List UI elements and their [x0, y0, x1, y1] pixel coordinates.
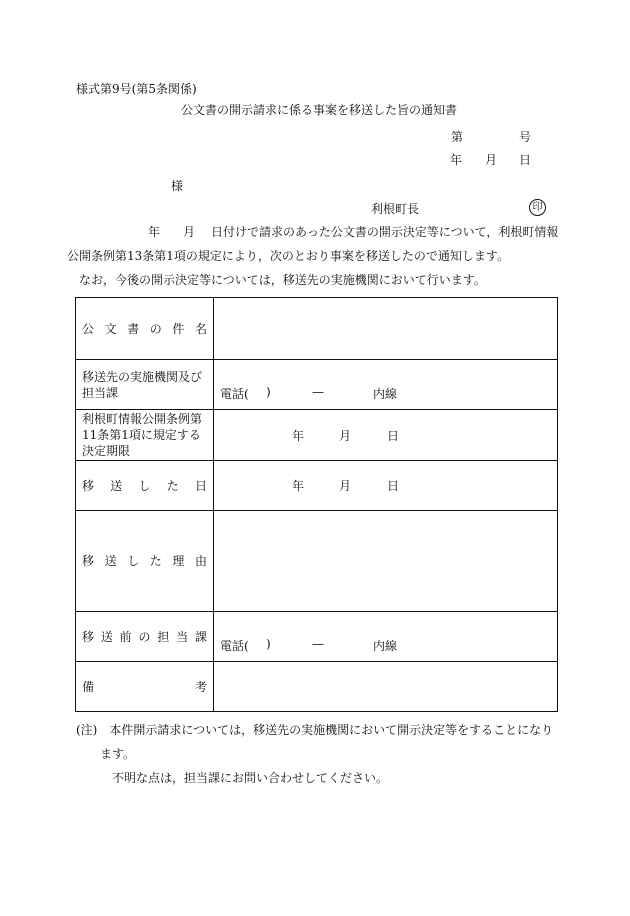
- destination-agency-field[interactable]: [214, 360, 558, 410]
- number-suffix: 号: [519, 130, 532, 144]
- addressee-honorific: 様: [171, 179, 184, 193]
- label-char: の: [138, 629, 151, 644]
- label-char: 理: [172, 554, 185, 568]
- transfer-day: 日: [387, 479, 400, 493]
- label-char: 文: [104, 321, 117, 336]
- date-year-label: 年: [450, 153, 463, 167]
- date-month-label: 月: [485, 153, 498, 167]
- phone-close: ): [266, 637, 271, 651]
- deadline-date: [214, 427, 557, 444]
- transfer-date-field[interactable]: [214, 461, 558, 511]
- phone-dash: —: [312, 637, 324, 651]
- label-char: 移: [82, 629, 95, 644]
- table-row: [76, 662, 558, 712]
- spread-text: [82, 553, 207, 569]
- note-line-3: 不明な点は，担当課にお問い合わせしてください。: [112, 771, 389, 785]
- body-line-1-text: 日付けで請求のあった公文書の開示決定等について，利根町情報: [211, 225, 559, 239]
- destination-agency-label: 移送先の実施機関及び担当課: [76, 360, 214, 410]
- remarks-field[interactable]: [214, 662, 558, 712]
- spread-text: [82, 321, 207, 337]
- label-char: 送: [110, 478, 123, 493]
- note-line-1: (注) 本件開示請求については，移送先の実施機関において開示決定等をすることになり: [76, 723, 554, 737]
- phone-dash: —: [312, 385, 324, 399]
- label-char: 担: [157, 629, 170, 644]
- number-prefix: 第: [451, 130, 464, 144]
- document-name-field[interactable]: [214, 298, 558, 360]
- label-char: し: [127, 554, 140, 568]
- phone-close: ): [266, 385, 271, 399]
- deadline-year: 年: [292, 428, 305, 443]
- transfer-date: [214, 477, 557, 494]
- transfer-details-table: [75, 297, 558, 712]
- label-char: 当: [176, 629, 189, 644]
- table-row: [76, 511, 558, 612]
- document-title: 公文書の開示請求に係る事案を移送した旨の通知書: [181, 103, 458, 117]
- body-year: 年: [148, 225, 161, 239]
- deadline-month: 月: [339, 428, 352, 443]
- label-char: 送: [104, 554, 117, 568]
- transfer-month: 月: [339, 479, 352, 493]
- remarks-label-a: 備: [82, 679, 95, 694]
- spread-text: [82, 629, 207, 645]
- phone-line: [214, 385, 557, 409]
- body-line-2: 公開条例第13条第1項の規定により，次のとおり事案を移送したので通知します。: [67, 249, 509, 263]
- sender-name: 利根町長: [371, 202, 420, 216]
- label-char: 日: [194, 478, 207, 493]
- transfer-reason-label: [76, 511, 214, 612]
- remarks-label-b: 考: [194, 679, 207, 694]
- label-char: た: [149, 554, 162, 568]
- remarks-label: [76, 662, 214, 712]
- body-line-3: なお，今後の開示決定等については，移送先の実施機関において行います。: [79, 273, 486, 287]
- phone-label: 電話(: [220, 387, 249, 401]
- spread-text: [82, 478, 207, 494]
- decision-deadline-field[interactable]: [214, 410, 558, 461]
- previous-section-label: [76, 612, 214, 662]
- decision-deadline-label: 利根町情報公開条例第11条第1項に規定する決定期限: [76, 410, 214, 461]
- transfer-date-label: [76, 461, 214, 511]
- form-code: 様式第9号(第5条関係): [76, 82, 197, 96]
- label-char: の: [149, 321, 162, 336]
- phone-label: 電話(: [220, 639, 249, 653]
- table-row: [76, 360, 558, 410]
- label-char: 件: [172, 321, 185, 336]
- date-day-label: 日: [519, 153, 532, 167]
- seal-stamp-icon: 印: [529, 199, 546, 216]
- remarks-label-text: [82, 679, 207, 695]
- extension-label: 内線: [373, 387, 398, 401]
- body-line-1: [148, 225, 558, 239]
- label-char: 前: [119, 629, 132, 644]
- label-char: 由: [194, 554, 207, 568]
- transfer-year: 年: [292, 479, 305, 493]
- body-month: 月: [183, 225, 196, 239]
- table-row: [76, 612, 558, 662]
- label-char: 書: [127, 321, 140, 336]
- phone-line: [214, 637, 557, 661]
- label-char: 移: [82, 478, 95, 493]
- label-char: 移: [82, 554, 95, 568]
- label-char: し: [138, 478, 151, 493]
- label-char: 送: [100, 629, 113, 644]
- label-char: た: [166, 478, 179, 493]
- label-char: 名: [194, 321, 207, 336]
- extension-label: 内線: [373, 639, 398, 653]
- note-line-2: ます。: [100, 747, 136, 761]
- deadline-day: 日: [387, 428, 400, 443]
- label-char: 課: [194, 629, 207, 644]
- table-row: [76, 461, 558, 511]
- label-char: 公: [82, 321, 95, 336]
- transfer-reason-field[interactable]: [214, 511, 558, 612]
- previous-section-field[interactable]: [214, 612, 558, 662]
- document-name-label: [76, 298, 214, 360]
- table-row: [76, 298, 558, 360]
- table-row: [76, 410, 558, 461]
